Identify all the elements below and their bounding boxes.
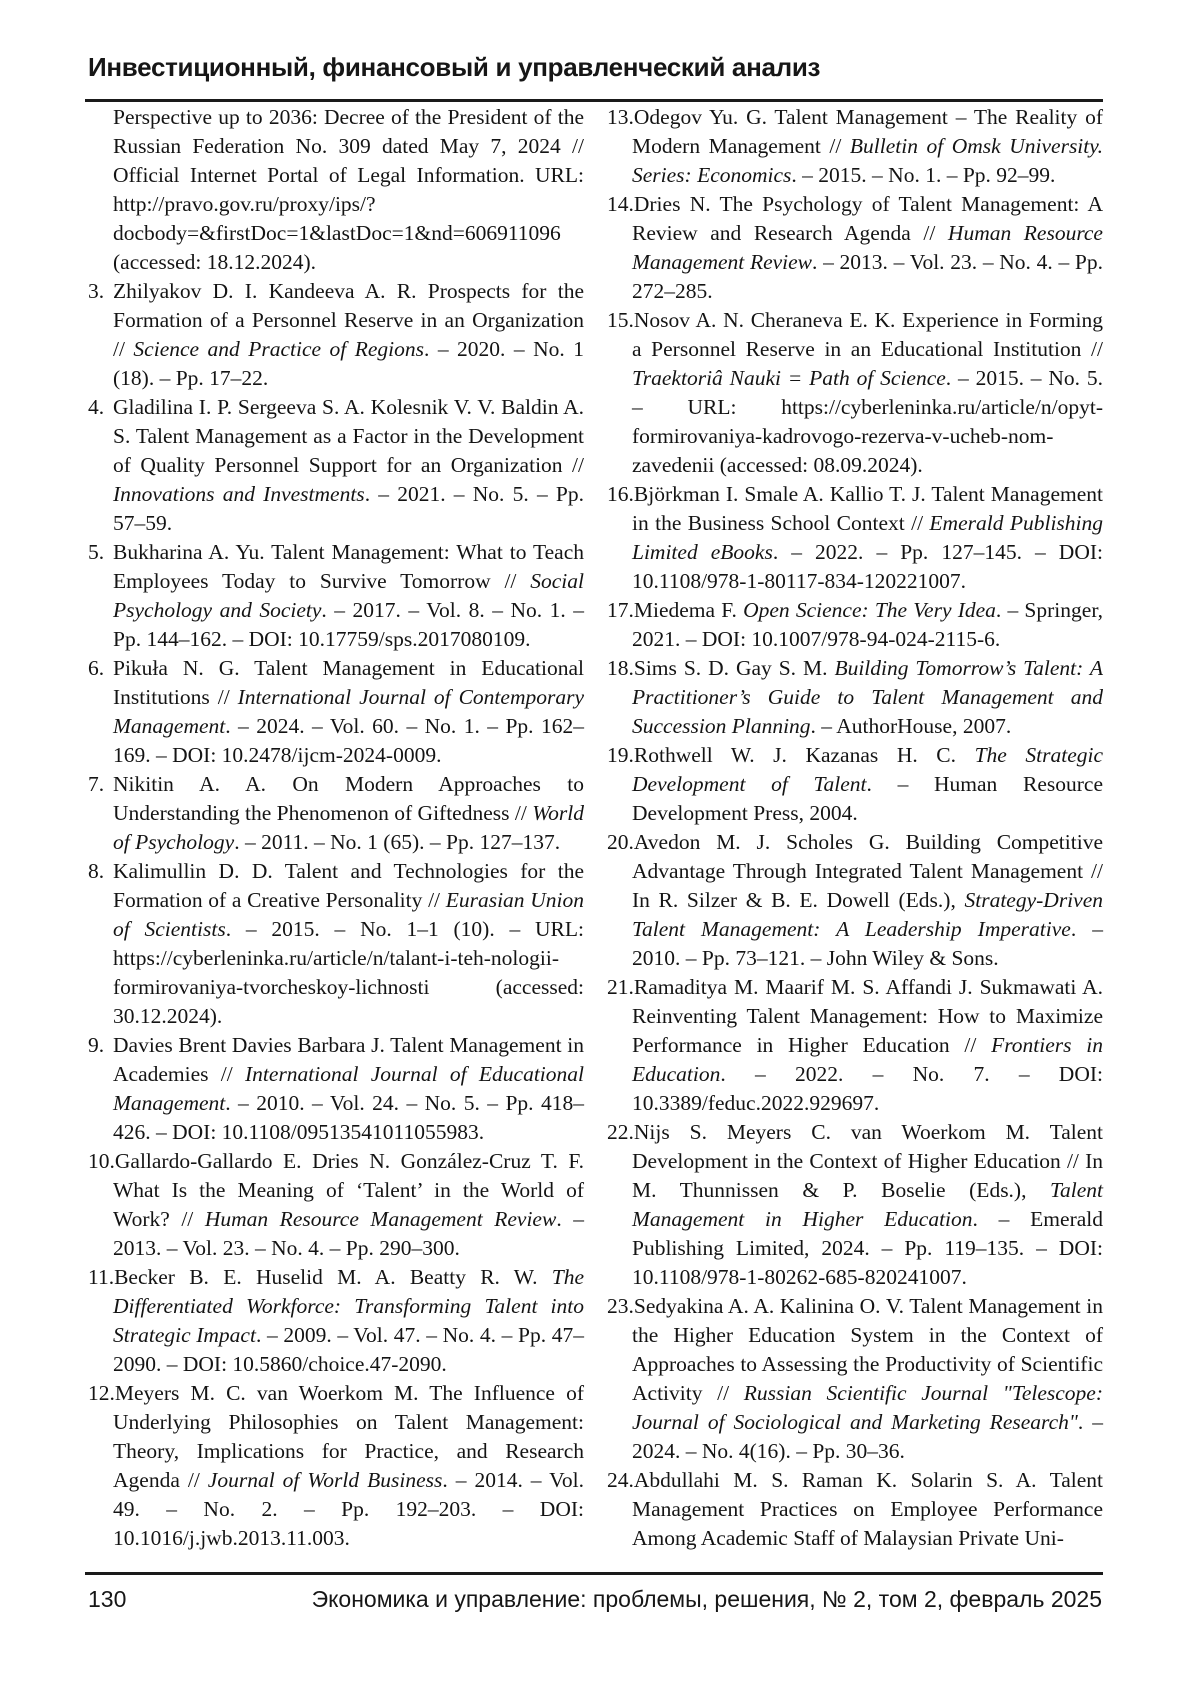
reference-number: 4. bbox=[88, 395, 105, 419]
reference-source-title: Human Resource Management Review bbox=[632, 221, 1103, 274]
reference-text: Gladilina I. P. Sergeeva S. A. Kolesnik V. V. Baldin A. S. Talent Management as a Factor in the Development of Quality Personnel Support for an Organization // bbox=[113, 395, 584, 477]
reference-text: . – 2022. – No. 7. – DOI: 10.3389/feduc.2022.929697. bbox=[632, 1062, 1103, 1115]
reference-source-title: World of Psychology bbox=[113, 801, 584, 854]
reference-number: 18. bbox=[607, 656, 634, 680]
reference-number: 23. bbox=[607, 1294, 634, 1318]
reference-source-title: Social Psychology and Society bbox=[113, 569, 584, 622]
reference-text: . – 2021. – No. 5. – Pp. 57–59. bbox=[113, 482, 585, 535]
reference-item bbox=[88, 654, 584, 770]
reference-item bbox=[88, 1147, 584, 1263]
header-divider bbox=[85, 99, 1103, 102]
reference-text: Dries N. The Psychology of Talent Management: A Review and Research Agenda // bbox=[632, 192, 1103, 245]
reference-text: . – 2020. – No. 1 (18). – Pp. 17–22. bbox=[113, 337, 584, 390]
reference-number: 10. bbox=[88, 1149, 115, 1173]
reference-text: . – Emerald Publishing Limited, 2024. – Pp. 119–135. – DOI: 10.1108/978-1-80262-685-820241007. bbox=[632, 1207, 1103, 1289]
reference-text: . – 2010. – Pp. 73–121. – John Wiley & Sons. bbox=[632, 917, 1103, 970]
reference-text: . – Human Resource Development Press, 2004. bbox=[632, 772, 1103, 825]
reference-item bbox=[88, 103, 584, 277]
reference-item bbox=[88, 857, 584, 1031]
reference-number: 13. bbox=[607, 105, 634, 129]
reference-item bbox=[607, 741, 1103, 828]
reference-source-title: Talent Management in Higher Education bbox=[632, 1178, 1103, 1231]
reference-source-title: Science and Practice of Regions bbox=[133, 337, 424, 361]
page-footer bbox=[88, 1586, 1102, 1613]
reference-item bbox=[607, 654, 1103, 741]
reference-number: 7. bbox=[88, 772, 105, 796]
reference-source-title: Building Tomorrow’s Talent: A Practitioner’s Guide to Talent Management and Succession Planning bbox=[632, 656, 1103, 738]
reference-item bbox=[607, 103, 1103, 190]
references-list bbox=[88, 103, 1103, 1553]
reference-item bbox=[88, 1031, 584, 1147]
reference-source-title: Bulletin of Omsk University. Series: Economics bbox=[632, 134, 1103, 187]
reference-source-title: Frontiers in Education bbox=[632, 1033, 1103, 1086]
reference-number: 19. bbox=[607, 743, 634, 767]
reference-text: Zhilyakov D. I. Kandeeva A. R. Prospects for the Formation of a Personnel Reserve in an Organization // bbox=[113, 279, 584, 361]
reference-number: 16. bbox=[607, 482, 634, 506]
references-right-column bbox=[607, 103, 1103, 1553]
reference-source-title: The Differentiated Workforce: Transforming Talent into Strategic Impact bbox=[113, 1265, 584, 1347]
reference-text: Meyers M. C. van Woerkom M. The Influence of Underlying Philosophies on Talent Management: Theory, Implications for Practice, and Research Agenda // bbox=[113, 1381, 584, 1492]
reference-number: 11. bbox=[88, 1265, 115, 1289]
reference-item bbox=[88, 393, 584, 538]
reference-source-title: International Journal of Educational Management bbox=[113, 1062, 584, 1115]
reference-text: Abdullahi M. S. Raman K. Solarin S. A. Talent Management Practices on Employee Performance Among Academic Staff of Malaysian Private Uni- bbox=[632, 1468, 1103, 1550]
page-number: 130 bbox=[88, 1586, 127, 1612]
reference-text: Rothwell W. J. Kazanas H. C. bbox=[633, 743, 975, 767]
reference-number: 9. bbox=[88, 1033, 105, 1057]
reference-item bbox=[607, 1118, 1103, 1292]
reference-number: 20. bbox=[607, 830, 634, 854]
reference-text: . – 2015. – No. 1. – Pp. 92–99. bbox=[791, 163, 1056, 187]
reference-text: Sedyakina A. A. Kalinina O. V. Talent Management in the Higher Education System in the Context of Approaches to Assessing the Productivity of Scientific Activity // bbox=[632, 1294, 1103, 1405]
reference-number: 21. bbox=[607, 975, 634, 999]
reference-item bbox=[88, 538, 584, 654]
reference-number: 8. bbox=[88, 859, 105, 883]
reference-text: . – 2015. – No. 1–1 (10). – URL: https://cyberleninka.ru/article/n/talant-i-teh-nologii-formirovaniya-tvorcheskoy-lichnosti (accessed: 30.12.2024). bbox=[113, 917, 584, 1028]
reference-text: Sims S. D. Gay S. M. bbox=[633, 656, 835, 680]
reference-text: Avedon M. J. Scholes G. Building Competitive Advantage Through Integrated Talent Management // In R. Silzer & B. E. Dowell (Eds.), bbox=[632, 830, 1103, 912]
reference-text: . – 2024. – Vol. 60. – No. 1. – Pp. 162–169. – DOI: 10.2478/ijcm-2024-0009. bbox=[113, 714, 584, 767]
reference-text: . – Springer, 2021. – DOI: 10.1007/978-94-024-2115-6. bbox=[632, 598, 1103, 651]
reference-text: . – 2022. – Pp. 127–145. – DOI: 10.1108/978-1-80117-834-120221007. bbox=[632, 540, 1103, 593]
reference-item bbox=[88, 1263, 584, 1379]
reference-source-title: Journal of World Business bbox=[207, 1468, 443, 1492]
reference-text: Nosov A. N. Cheraneva E. K. Experience in Forming a Personnel Reserve in an Educational Institution // bbox=[632, 308, 1103, 361]
reference-text: Becker B. E. Huselid M. A. Beatty R. W. bbox=[114, 1265, 552, 1289]
reference-text: . – 2010. – Vol. 24. – No. 5. – Pp. 418–426. – DOI: 10.1108/09513541011055983. bbox=[113, 1091, 584, 1144]
reference-number: 15. bbox=[607, 308, 634, 332]
reference-text: . – 2015. – No. 5. – URL: https://cyberleninka.ru/article/n/opyt-formirovaniya-kadrovogo-rezerva-v-ucheb-nom-zavedenii (accessed: 08.09.2024). bbox=[632, 366, 1103, 477]
reference-text: Björkman I. Smale A. Kallio T. J. Talent Management in the Business School Context // bbox=[632, 482, 1103, 535]
reference-text: Ramaditya M. Maarif M. S. Affandi J. Sukmawati A. Reinventing Talent Management: How to Maximize Performance in Higher Education // bbox=[632, 975, 1103, 1057]
reference-item bbox=[607, 973, 1103, 1118]
reference-item bbox=[88, 277, 584, 393]
reference-number: 5. bbox=[88, 540, 105, 564]
reference-text: Kalimullin D. D. Talent and Technologies for the Formation of a Creative Personality // bbox=[113, 859, 584, 912]
reference-text: . – 2013. – Vol. 23. – No. 4. – Pp. 272–285. bbox=[632, 250, 1103, 303]
reference-text: Nikitin A. A. On Modern Approaches to Understanding the Phenomenon of Giftedness // bbox=[113, 772, 584, 825]
reference-item bbox=[88, 770, 584, 857]
reference-text: Gallardo-Gallardo E. Dries N. González-Cruz T. F. What Is the Meaning of ‘Talent’ in the World of Work? // bbox=[113, 1149, 584, 1231]
reference-text: . – 2013. – Vol. 23. – No. 4. – Pp. 290–300. bbox=[113, 1207, 584, 1260]
reference-text: Perspective up to 2036: Decree of the President of the Russian Federation No. 309 dated May 7, 2024 // Official Internet Portal of Legal Information. URL: http://pravo.gov.ru/proxy/ips/?docbody=&firstDoc=1&lastDoc=1&nd=606911096 (accessed: 18.12.2024). bbox=[113, 105, 584, 274]
reference-text: . – 2009. – Vol. 47. – No. 4. – Pp. 47–2090. – DOI: 10.5860/choice.47-2090. bbox=[113, 1323, 584, 1376]
reference-text: . – 2024. – No. 4(16). – Pp. 30–36. bbox=[632, 1410, 1104, 1463]
reference-text: Davies Brent Davies Barbara J. Talent Management in Academies // bbox=[113, 1033, 584, 1086]
reference-item bbox=[607, 306, 1103, 480]
reference-number: 3. bbox=[88, 279, 105, 303]
reference-item bbox=[607, 828, 1103, 973]
reference-item bbox=[607, 1466, 1103, 1553]
reference-text: Odegov Yu. G. Talent Management – The Reality of Modern Management // bbox=[632, 105, 1103, 158]
reference-source-title: Open Science: The Very Idea bbox=[743, 598, 996, 622]
reference-source-title: Emerald Publishing Limited eBooks bbox=[632, 511, 1104, 564]
references-left-column bbox=[88, 103, 584, 1553]
reference-source-title: International Journal of Contemporary Management bbox=[113, 685, 584, 738]
reference-item bbox=[607, 596, 1103, 654]
reference-number: 17. bbox=[607, 598, 634, 622]
journal-issue-line: Экономика и управление: проблемы, решения, № 2, том 2, февраль 2025 bbox=[311, 1586, 1102, 1612]
reference-source-title: Eurasian Union of Scientists bbox=[113, 888, 585, 941]
reference-number: 24. bbox=[607, 1468, 634, 1492]
page-header-section-title: Инвестиционный, финансовый и управленческий анализ bbox=[88, 52, 821, 82]
reference-item bbox=[607, 480, 1103, 596]
reference-source-title: The Strategic Development of Talent bbox=[632, 743, 1103, 796]
reference-text: . – 2017. – Vol. 8. – No. 1. – Pp. 144–162. – DOI: 10.17759/sps.2017080109. bbox=[113, 598, 584, 651]
reference-item bbox=[607, 190, 1103, 306]
reference-text: Miedema F. bbox=[633, 598, 744, 622]
reference-source-title: Russian Scientific Journal "Telescope: Journal of Sociological and Marketing Research" bbox=[632, 1381, 1103, 1434]
reference-number: 6. bbox=[88, 656, 105, 680]
reference-source-title: Human Resource Management Review bbox=[204, 1207, 557, 1231]
reference-text: Pikuła N. G. Talent Management in Educational Institutions // bbox=[113, 656, 584, 709]
reference-number: 14. bbox=[607, 192, 634, 216]
reference-text: . – AuthorHouse, 2007. bbox=[810, 714, 1012, 738]
reference-number: 22. bbox=[607, 1120, 634, 1144]
reference-item bbox=[607, 1292, 1103, 1466]
reference-source-title: Innovations and Investments bbox=[113, 482, 365, 506]
footer-divider bbox=[85, 1572, 1103, 1575]
reference-text: Nijs S. Meyers C. van Woerkom M. Talent Development in the Context of Higher Education // In M. Thunnissen & P. Boselie (Eds.), bbox=[632, 1120, 1103, 1202]
reference-text: Bukharina A. Yu. Talent Management: What to Teach Employees Today to Survive Tomorrow // bbox=[113, 540, 584, 593]
reference-source-title: Traektoriâ Nauki = Path of Science bbox=[632, 366, 946, 390]
reference-source-title: Strategy-Driven Talent Management: A Leadership Imperative bbox=[632, 888, 1103, 941]
reference-item bbox=[88, 1379, 584, 1553]
reference-text: . – 2014. – Vol. 49. – No. 2. – Pp. 192–203. – DOI: 10.1016/j.jwb.2013.11.003. bbox=[113, 1468, 584, 1550]
reference-number: 12. bbox=[88, 1381, 115, 1405]
reference-text: . – 2011. – No. 1 (65). – Pp. 127–137. bbox=[234, 830, 561, 854]
